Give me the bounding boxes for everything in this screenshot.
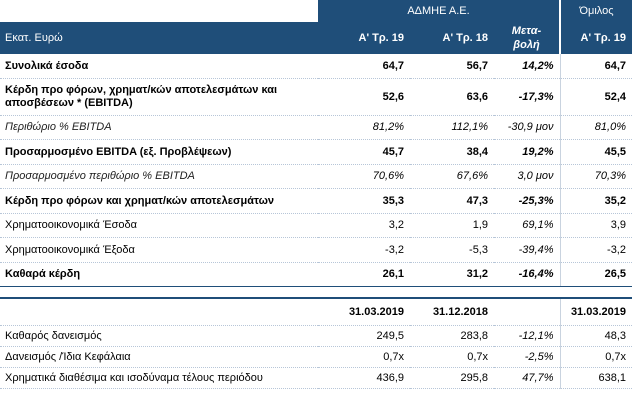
- column-header-row: [0, 22, 632, 54]
- table-row: [0, 164, 632, 189]
- value-change: -30,9 μον: [494, 115, 560, 140]
- value-q1-18: 63,6: [410, 78, 494, 115]
- value-q1-18: -5,3: [410, 238, 494, 263]
- value-group-q1-19: 3,9: [560, 213, 632, 238]
- value-group-q1-19: 45,5: [560, 140, 632, 165]
- value-q1-19: 35,3: [318, 189, 410, 214]
- col-header-q1-18: Α' Τρ. 18: [410, 22, 494, 54]
- value-change: -25,3%: [494, 189, 560, 214]
- value-change: -2,5%: [494, 347, 560, 368]
- value-q1-19: 64,7: [318, 54, 410, 78]
- value-change: -17,3%: [494, 78, 560, 115]
- value-change: 19,2%: [494, 140, 560, 165]
- table-row: [0, 213, 632, 238]
- column-group-header: [0, 0, 632, 22]
- value-date-1: 436,9: [318, 368, 410, 389]
- value-group-q1-19: 64,7: [560, 54, 632, 78]
- col-header-q1-19: Α' Τρ. 19: [318, 22, 410, 54]
- company-group-header: ΑΔΜΗΕ Α.Ε.: [318, 0, 560, 22]
- row-label: Προσαρμοσμένο EBITDA (εξ. Προβλέψεων): [0, 140, 318, 165]
- row-label: Χρηματικά διαθέσιμα και ισοδύναμα τέλους περιόδου: [0, 368, 318, 389]
- value-change: 47,7%: [494, 368, 560, 389]
- value-q1-19: 70,6%: [318, 164, 410, 189]
- row-label: Καθαρός δανεισμός: [0, 326, 318, 347]
- balance-sheet-section: [0, 326, 632, 389]
- table-row: [0, 115, 632, 140]
- table-row: [0, 347, 632, 368]
- value-q1-18: 67,6%: [410, 164, 494, 189]
- value-change: 69,1%: [494, 213, 560, 238]
- value-group-q1-19: 70,3%: [560, 164, 632, 189]
- table-row: [0, 189, 632, 214]
- row-label: Κέρδη προ φόρων και χρηματ/κών αποτελεσμάτων: [0, 189, 318, 214]
- value-group: 638,1: [560, 368, 632, 389]
- balance-date-group: 31.03.2019: [560, 298, 632, 326]
- balance-date-c1: 31.03.2019: [318, 298, 410, 326]
- value-date-2: 283,8: [410, 326, 494, 347]
- row-label: Προσαρμοσμένο περιθώριο % EBITDA: [0, 164, 318, 189]
- table-row: [0, 78, 632, 115]
- value-q1-18: 31,2: [410, 262, 494, 287]
- row-label: Συνολικά έσοδα: [0, 54, 318, 78]
- value-group-q1-19: 81,0%: [560, 115, 632, 140]
- table-row: [0, 54, 632, 78]
- table-row: [0, 238, 632, 263]
- value-q1-18: 1,9: [410, 213, 494, 238]
- value-q1-19: 3,2: [318, 213, 410, 238]
- value-date-2: 0,7x: [410, 347, 494, 368]
- value-q1-19: 26,1: [318, 262, 410, 287]
- value-group: 0,7x: [560, 347, 632, 368]
- blank-cell: [0, 0, 318, 22]
- row-label: Χρηματοοικονομικά Έσοδα: [0, 213, 318, 238]
- value-q1-18: 47,3: [410, 189, 494, 214]
- blank-cell: [494, 298, 560, 326]
- blank-cell: [0, 298, 318, 326]
- table-row: [0, 262, 632, 287]
- value-change: 3,0 μον: [494, 164, 560, 189]
- value-change: -16,4%: [494, 262, 560, 287]
- row-label: Χρηματοοικονομικά Έξοδα: [0, 238, 318, 263]
- value-group-q1-19: 26,5: [560, 262, 632, 287]
- row-label: Καθαρά κέρδη: [0, 262, 318, 287]
- value-change: -39,4%: [494, 238, 560, 263]
- table-row: [0, 140, 632, 165]
- value-date-2: 295,8: [410, 368, 494, 389]
- col-header-group-q1-19: Α' Τρ. 19: [560, 22, 632, 54]
- income-statement-section: [0, 54, 632, 287]
- value-q1-19: -3,2: [318, 238, 410, 263]
- row-label: Κέρδη προ φόρων, χρηματ/κών αποτελεσμάτων και αποσβέσεων * (EBITDA): [0, 78, 318, 115]
- value-change: -12,1%: [494, 326, 560, 347]
- value-group-q1-19: 52,4: [560, 78, 632, 115]
- value-change: 14,2%: [494, 54, 560, 78]
- value-q1-19: 45,7: [318, 140, 410, 165]
- col-header-change: Μετα- βολή: [494, 22, 560, 54]
- value-q1-18: 38,4: [410, 140, 494, 165]
- value-date-1: 0,7x: [318, 347, 410, 368]
- value-q1-19: 52,6: [318, 78, 410, 115]
- table-row: [0, 368, 632, 389]
- value-q1-18: 56,7: [410, 54, 494, 78]
- consolidated-group-header: Όμιλος: [560, 0, 632, 22]
- value-group: 48,3: [560, 326, 632, 347]
- section-divider: [0, 287, 632, 299]
- value-q1-19: 81,2%: [318, 115, 410, 140]
- balance-date-row: [0, 298, 632, 326]
- value-group-q1-19: 35,2: [560, 189, 632, 214]
- row-label: Δανεισμός /Ίδια Κεφάλαια: [0, 347, 318, 368]
- value-group-q1-19: -3,2: [560, 238, 632, 263]
- balance-date-c2: 31.12.2018: [410, 298, 494, 326]
- row-label: Περιθώριο % EBITDA: [0, 115, 318, 140]
- value-q1-18: 112,1%: [410, 115, 494, 140]
- unit-label: Εκατ. Ευρώ: [0, 22, 318, 54]
- value-date-1: 249,5: [318, 326, 410, 347]
- table-row: [0, 326, 632, 347]
